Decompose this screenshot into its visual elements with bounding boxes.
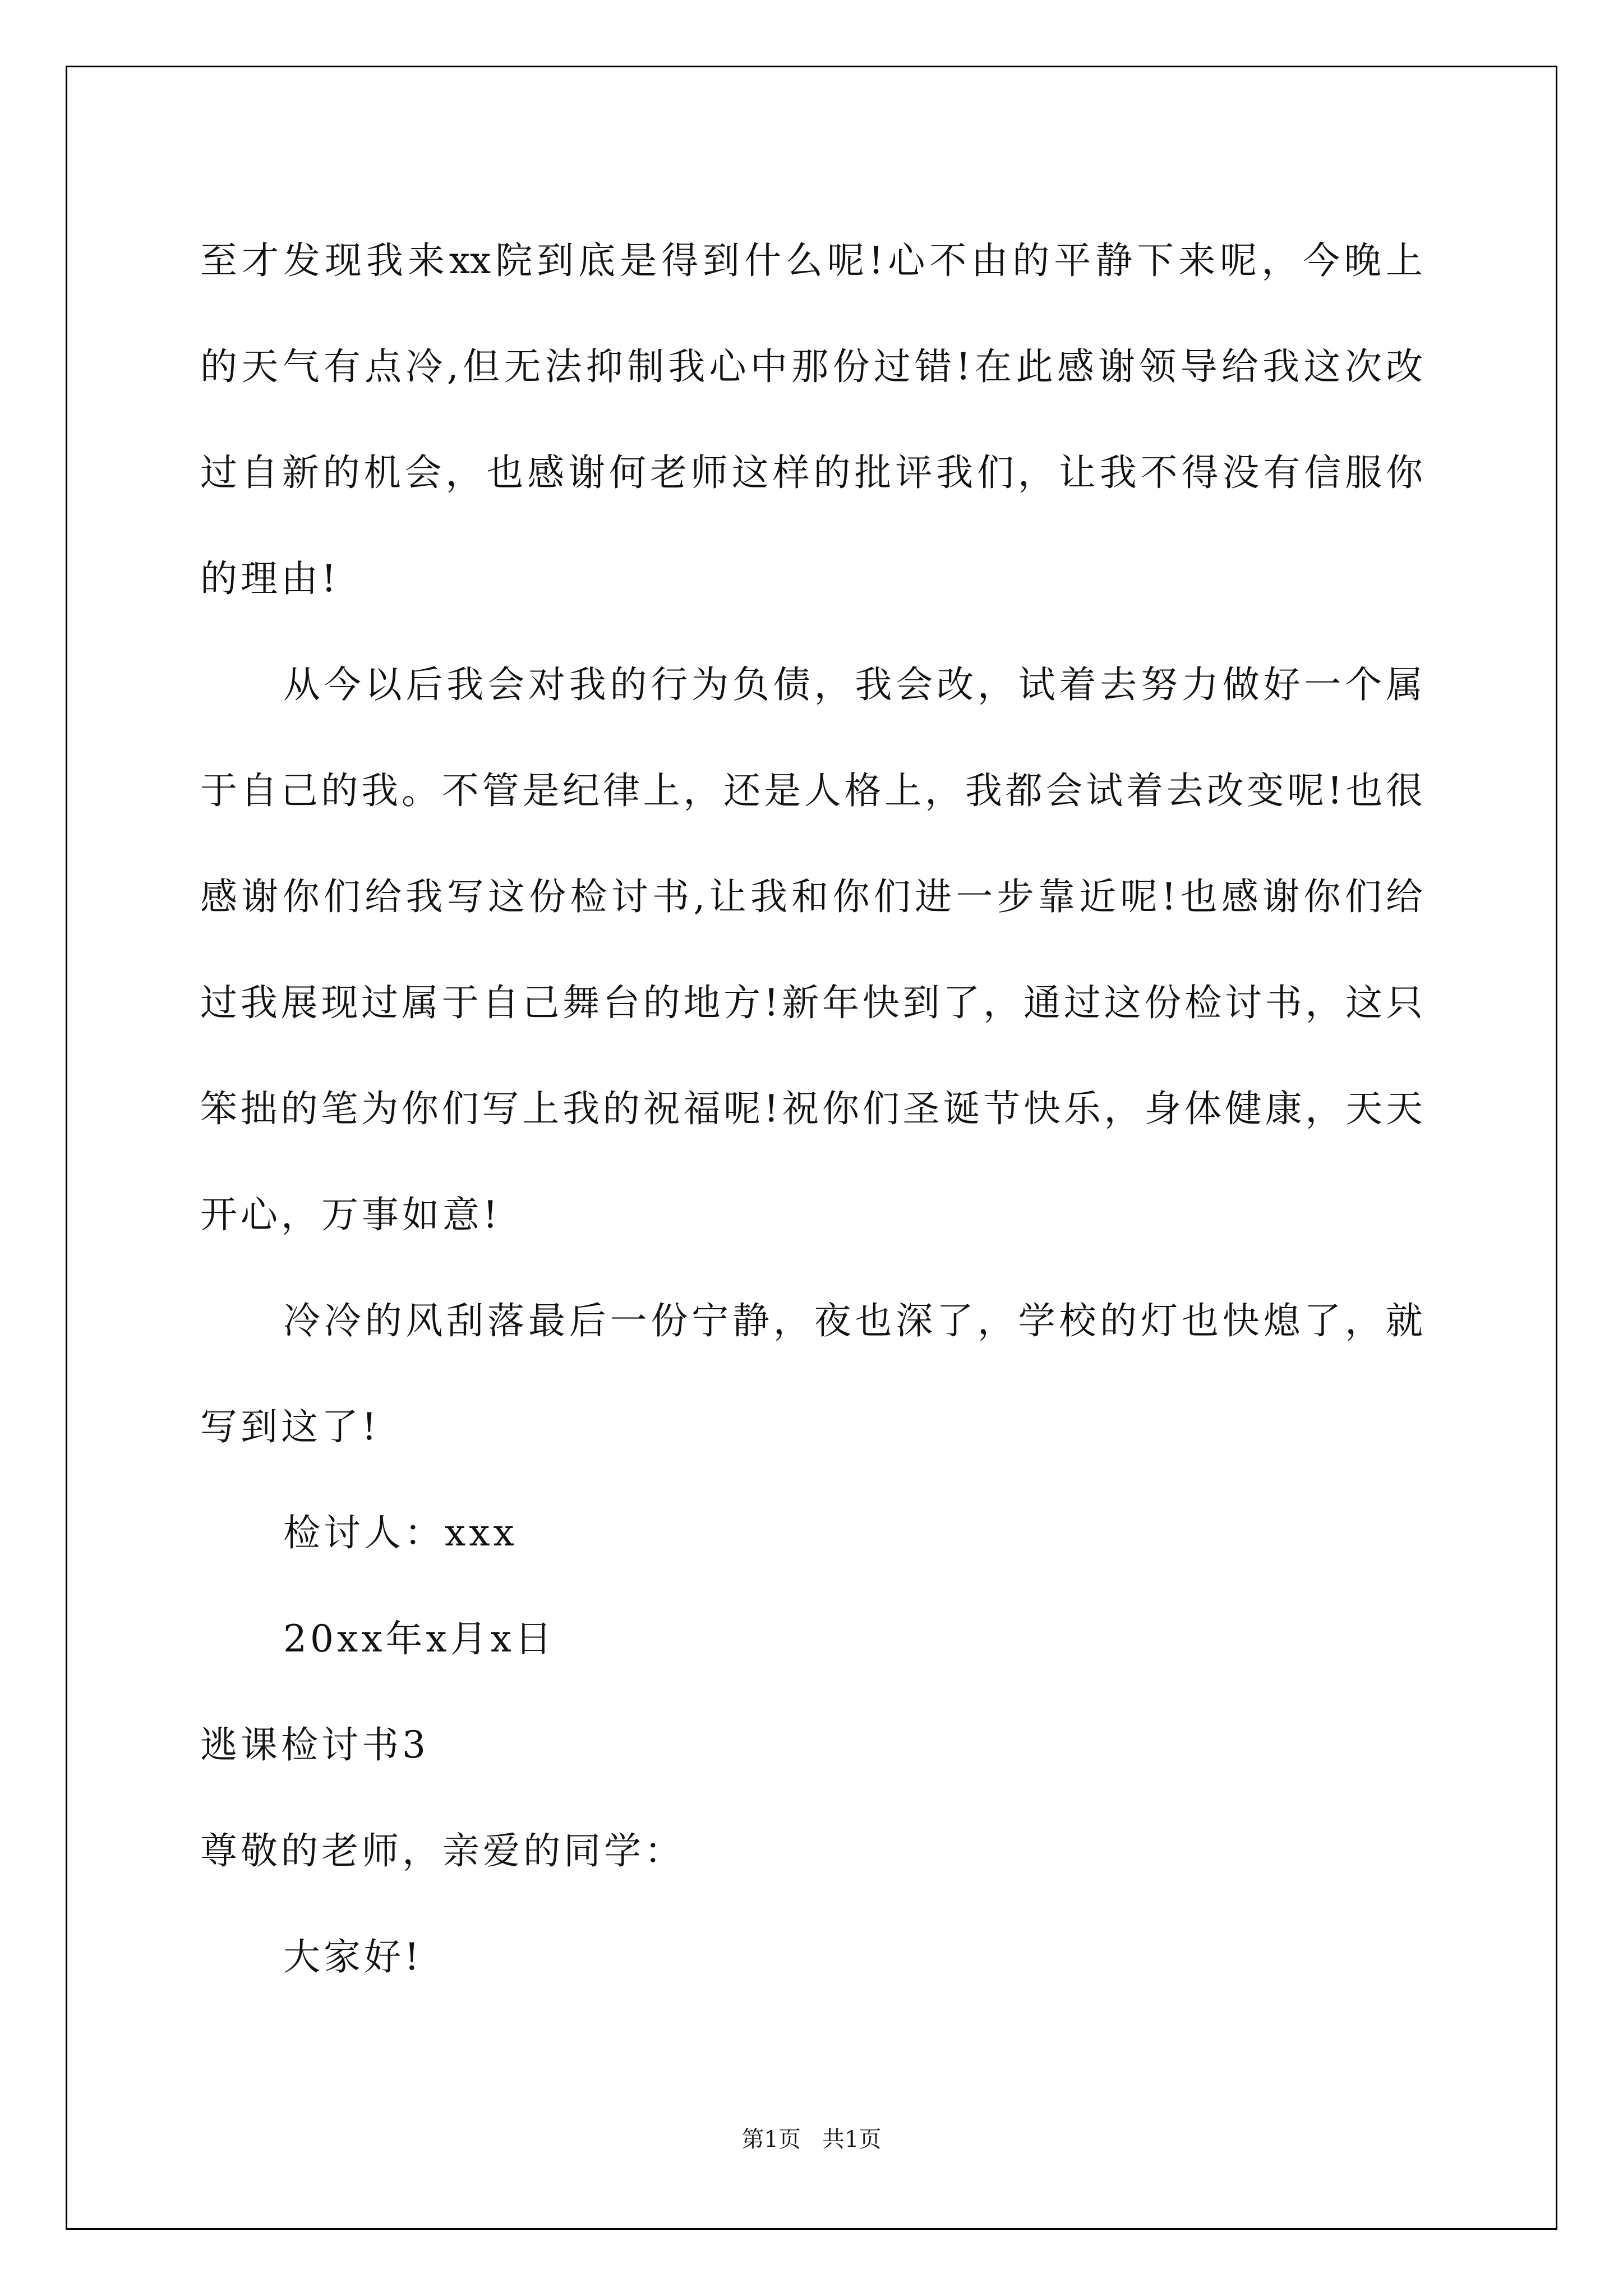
body-line: 至才发现我来xx院到底是得到什么呢!心不由的平静下来呢，今晚上 <box>200 239 1423 282</box>
body-line: 冷冷的风刮落最后一份宁静，夜也深了，学校的灯也快熄了，就 <box>283 1299 1423 1342</box>
body-line: 过我展现过属于自己舞台的地方!新年快到了，通过这份检讨书，这只 <box>200 981 1423 1024</box>
body-line: 的理由! <box>200 557 340 600</box>
body-line: 笨拙的笔为你们写上我的祝福呢!祝你们圣诞节快乐，身体健康，天天 <box>200 1087 1423 1130</box>
body-line: 的天气有点冷,但无法抑制我心中那份过错!在此感谢领导给我这次改 <box>200 345 1423 388</box>
signature-line: 检讨人：xxx <box>283 1511 518 1554</box>
body-line: 感谢你们给我写这份检讨书,让我和你们进一步靠近呢!也感谢你们给 <box>200 875 1423 918</box>
section-title: 逃课检讨书3 <box>200 1723 429 1766</box>
body-line: 从今以后我会对我的行为负债，我会改，试着去努力做好一个属 <box>283 663 1423 706</box>
date-line: 20xx年x月x日 <box>283 1617 555 1660</box>
document-body <box>200 208 1423 2010</box>
body-line: 写到这了! <box>200 1405 380 1448</box>
body-line: 过自新的机会，也感谢何老师这样的批评我们，让我不得没有信服你 <box>200 451 1423 494</box>
body-line: 开心，万事如意! <box>200 1193 501 1236</box>
salutation-line: 尊敬的老师，亲爱的同学： <box>200 1829 685 1872</box>
body-line: 于自己的我。不管是纪律上，还是人格上，我都会试着去改变呢!也很 <box>200 769 1423 812</box>
greeting-line: 大家好! <box>283 1935 423 1978</box>
page-footer: 第1页 共1页 <box>741 2127 882 2152</box>
